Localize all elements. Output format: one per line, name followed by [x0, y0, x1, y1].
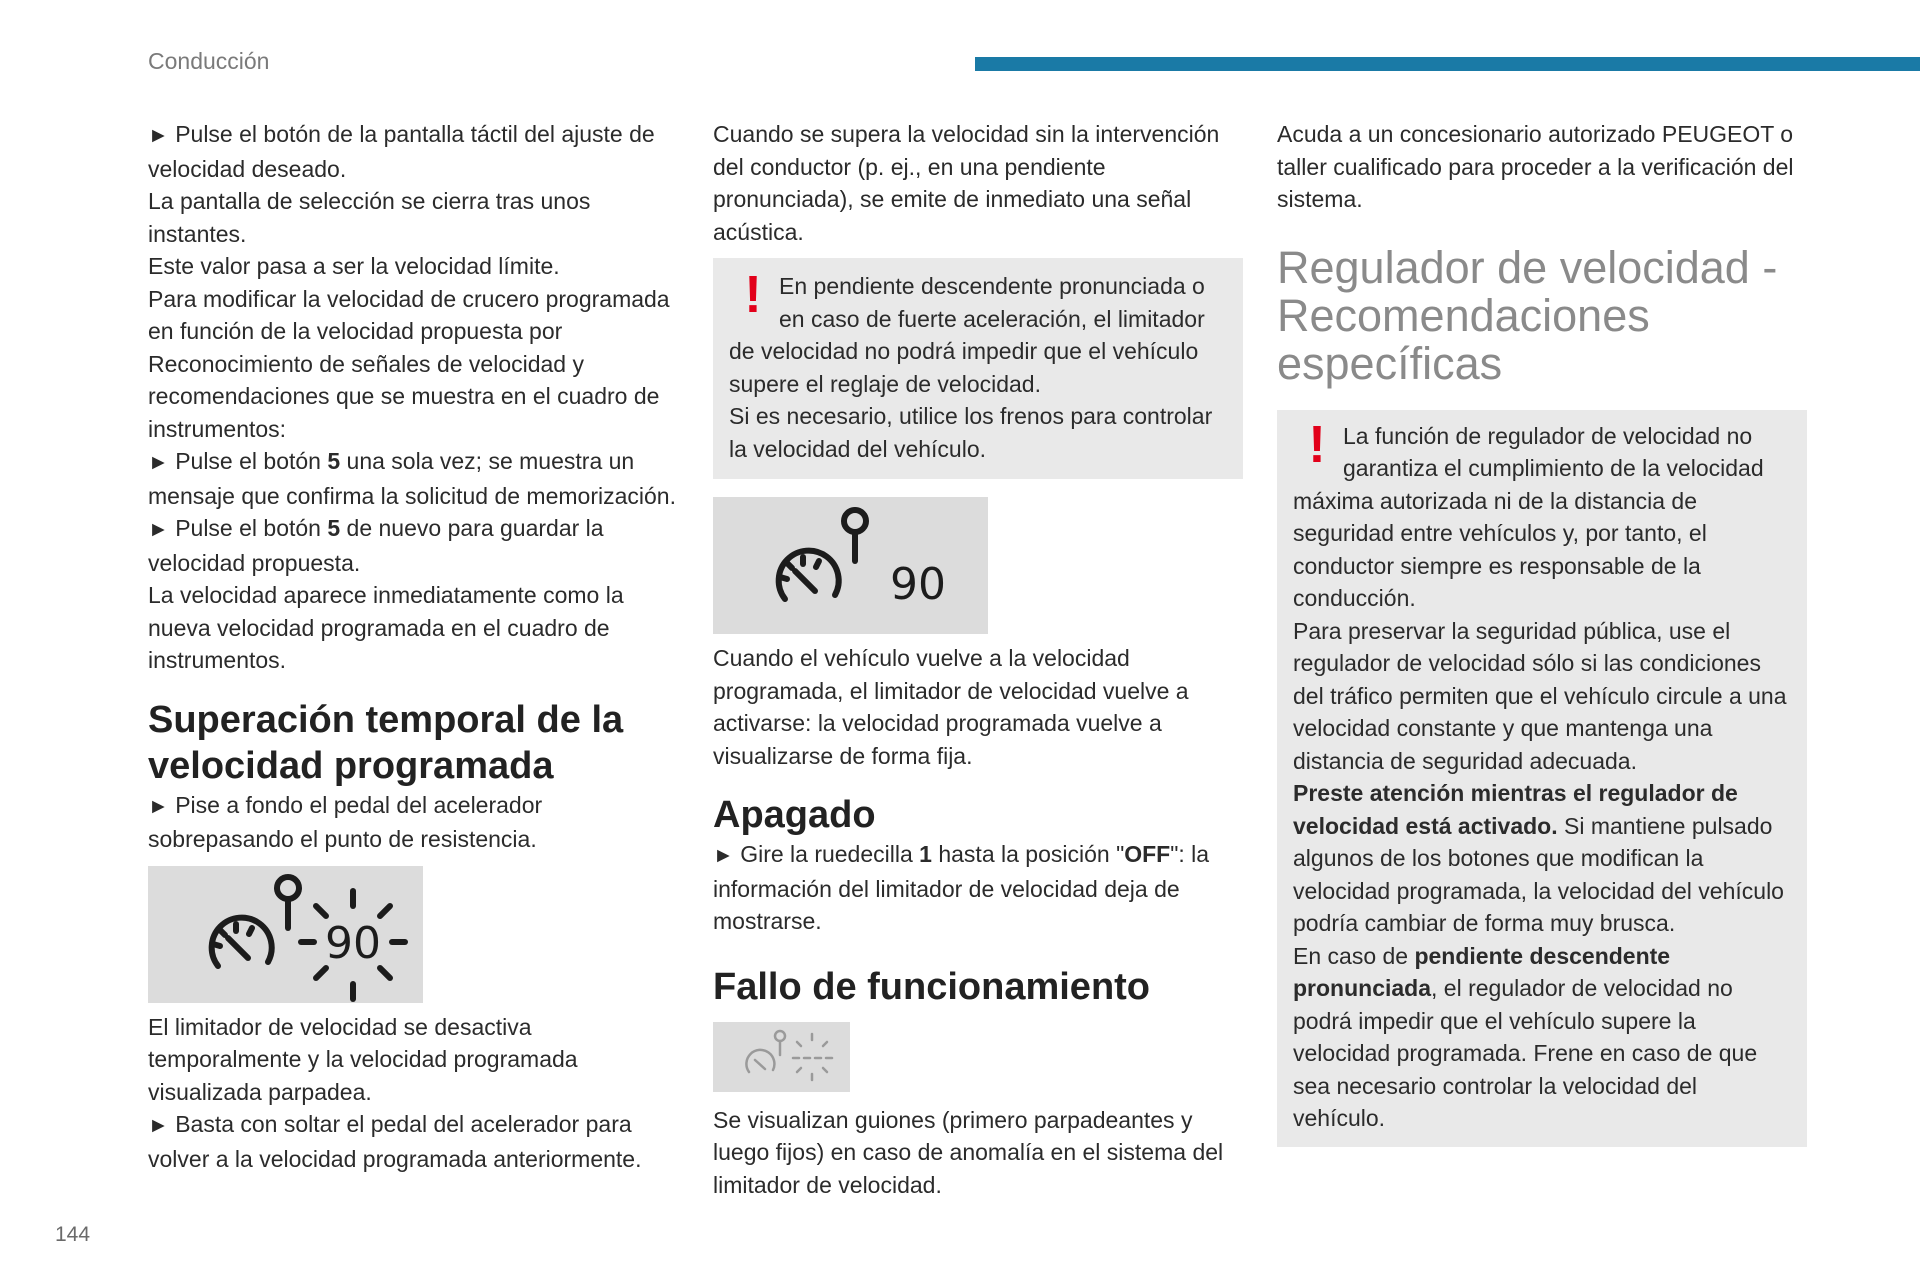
- warning-text: Preste atención mientras el regulador de velocidad está activado. Si mantiene pulsado algunos de los botones que modifican la velocidad programada, la velocidad del vehículo podría cambiar de forma muy brusca.: [1293, 780, 1784, 936]
- warning-text: La función de regulador de velocidad no garantiza el cumplimiento de la velocidad máxima autorizada ni de la distancia de seguridad entre vehículos y, por tanto, el conductor siempre es responsable de la conducción.: [1293, 422, 1764, 611]
- heading-temporary-override: Superación temporal de la velocidad programada: [148, 698, 624, 787]
- heading-cruise-recommendations: Regulador de velocidad - Recomendaciones específicas: [1277, 241, 1778, 389]
- paragraph: Acuda a un concesionario autorizado PEUGEOT o taller cualificado para proceder a la verificación del sistema.: [1277, 121, 1794, 212]
- speed-value: 90: [890, 559, 946, 610]
- warning-text: En pendiente descendente pronunciada o en caso de fuerte aceleración, el limitador de velocidad no podrá impedir que el vehículo supere el reglaje de velocidad.: [729, 273, 1205, 397]
- column-1: [148, 118, 678, 1175]
- paragraph: Cuando se supera la velocidad sin la intervención del conductor (p. ej., en una pendiente pronunciada), se emite de inmediato una señal acústica.: [713, 121, 1220, 245]
- warning-text: En caso de pendiente descendente pronunciada, el regulador de velocidad no podrá impedir que el vehículo supere la velocidad programada. Frene en caso de que sea necesario controlar la velocidad del vehículo.: [1293, 942, 1758, 1131]
- heading-off: Apagado: [713, 794, 876, 836]
- figure-speed-fault: [713, 1022, 850, 1092]
- paragraph: Cuando el vehículo vuelve a la velocidad programada, el limitador de velocidad vuelve a activarse: la velocidad programada vuelve a visualizarse de forma fija.: [713, 645, 1189, 769]
- warning-icon: !: [1308, 415, 1326, 474]
- bullet-arrow-icon: ►: [148, 794, 169, 818]
- paragraph: Para modificar la velocidad de crucero programada en función de la velocidad propuesta por Reconocimiento de señales de velocidad y recomendaciones que se muestra en el cuadro de instrumentos:: [148, 285, 670, 442]
- warning-icon: !: [744, 266, 762, 324]
- paragraph: ► Gire la ruedecilla 1 hasta la posición "OFF": la información del limitador de velocidad deja de mostrarse.: [713, 841, 1210, 934]
- section-accent-bar: [975, 57, 1920, 71]
- figure-speed-limit: [713, 497, 988, 634]
- paragraph: La pantalla de selección se cierra tras unos instantes.: [148, 188, 591, 247]
- warning-box: [713, 258, 1243, 479]
- bullet-arrow-icon: ►: [148, 1114, 169, 1137]
- warning-text: Para preservar la seguridad pública, use el regulador de velocidad sólo si las condiciones del tráfico permiten que el vehículo circule a una velocidad constante y que mantenga una distancia de seguridad adecuada.: [1293, 617, 1787, 774]
- speedometer-fault-icon: [713, 1022, 850, 1092]
- bullet-arrow-icon: ►: [713, 844, 734, 867]
- paragraph: ► Pulse el botón 5 una sola vez; se muestra un mensaje que confirma la solicitud de memorización.: [148, 448, 676, 509]
- column-2: [713, 118, 1243, 1201]
- paragraph: La velocidad aparece inmediatamente como la nueva velocidad programada en el cuadro de instrumentos.: [148, 582, 624, 673]
- bullet-arrow-icon: ►: [148, 518, 169, 541]
- warning-box: [1277, 410, 1807, 1147]
- paragraph: ► Basta con soltar el pedal del acelerador para volver a la velocidad programada anteriormente.: [148, 1111, 642, 1172]
- figure-speed-blinking: [148, 866, 423, 1003]
- bullet-arrow-icon: ►: [148, 451, 169, 474]
- column-3: [1277, 118, 1807, 1147]
- warning-text: Si es necesario, utilice los frenos para controlar la velocidad del vehículo.: [729, 403, 1213, 462]
- page-number: 144: [55, 1223, 91, 1246]
- paragraph: Se visualizan guiones (primero parpadeantes y luego fijos) en caso de anomalía en el sistema del limitador de velocidad.: [713, 1106, 1224, 1198]
- heading-malfunction: Fallo de funcionamiento: [713, 965, 1151, 1008]
- section-title: Conducción: [148, 48, 270, 74]
- bullet-arrow-icon: ►: [148, 124, 169, 147]
- speedometer-blinking-icon: [148, 866, 423, 1003]
- paragraph: El limitador de velocidad se desactiva temporalmente y la velocidad programada visualizada parpadea.: [148, 1013, 578, 1105]
- speedometer-limit-icon: [713, 497, 988, 634]
- speed-value: 90: [325, 917, 381, 969]
- paragraph: ► Pise a fondo el pedal del acelerador sobrepasando el punto de resistencia.: [148, 791, 543, 852]
- paragraph: ► Pulse el botón 5 de nuevo para guardar la velocidad propuesta.: [148, 515, 604, 576]
- paragraph: ► Pulse el botón de la pantalla táctil del ajuste de velocidad deseado.: [148, 121, 655, 182]
- paragraph: Este valor pasa a ser la velocidad límite.: [148, 253, 560, 279]
